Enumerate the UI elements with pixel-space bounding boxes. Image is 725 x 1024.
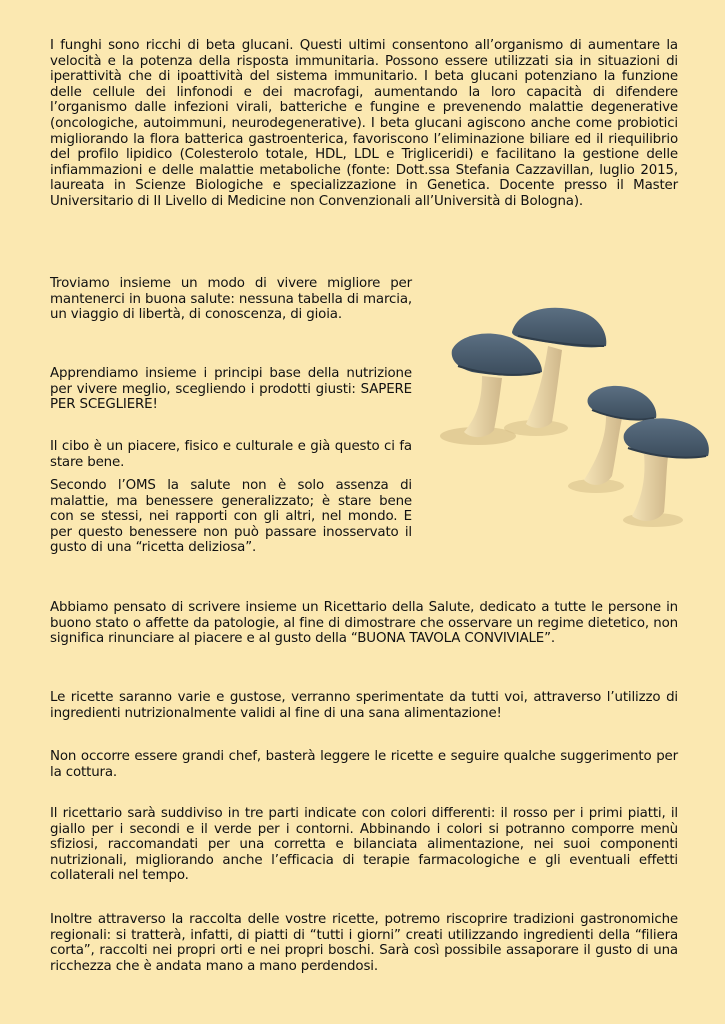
paragraph-ricette: Le ricette saranno varie e gustose, verranno sperimentate da tutti voi, attraverso l’utilizzo di ingredienti nutrizionalmente validi al fine di una sana alimentazione! bbox=[50, 690, 678, 721]
mushroom-icon bbox=[624, 418, 709, 521]
paragraph-ricettario: Abbiamo pensato di scrivere insieme un Ricettario della Salute, dedicato a tutte le persone in buono stato o affette da patologie, al fine di dimostrare che osservare un regime dietetico, non significa rinunciare al piacere e al gusto della “BUONA TAVOLA CONVIVIALE”. bbox=[50, 600, 678, 647]
paragraph-suddiviso: Il ricettario sarà suddiviso in tre parti indicate con colori differenti: il rosso per i primi piatti, il giallo per i secondi e il verde per i contorni. Abbinando i colori si potranno comporre menù sfiziosi, raccomandati per una corretta e bilanciata alimentazione, nei suoi componenti nutrizionali, migliorando anche l’efficacia di terapie farmacologiche e gli eventuali effetti collaterali nel tempo. bbox=[50, 806, 678, 884]
mushrooms-illustration bbox=[438, 298, 713, 528]
paragraph-chef: Non occorre essere grandi chef, basterà leggere le ricette e seguire qualche suggerimento per la cottura. bbox=[50, 749, 678, 780]
paragraph-intro: I funghi sono ricchi di beta glucani. Questi ultimi consentono all’organismo di aumentare la velocità e la potenza della risposta immunitaria. Possono essere utilizzati sia in situazioni di iperattività che di ipoattività del sistema immunitario. I beta glucani potenziano la funzione delle cellule dei linfonodi e dei macrofagi, aumentando la loro capacità di difendere l’organismo dalle infezioni virali, batteriche e fungine e prevenendo malattie degenerative (oncologiche, autoimmuni, neurodegenerative). I beta glucani agiscono anche come probiotici migliorando la flora batterica gastroenterica, favoriscono l’eliminazione biliare ed il riequilibrio del profilo lipidico (Colesterolo totale, HDL, LDL e Trigliceridi) e facilitano la gestione delle infiammazioni e delle malattie metaboliche (fonte: Dott.ssa Stefania Cazzavillan, luglio 2015, laureata in Scienze Biologiche e specializzazione in Genetica. Docente presso il Master Universitario di II Livello di Medicine non Convenzionali all’Università di Bologna). bbox=[50, 38, 678, 209]
paragraph-raccolta: Inoltre attraverso la raccolta delle vostre ricette, potremo riscoprire tradizioni gastronomiche regionali: si tratterà, infatti, di piatti di “tutti i giorni” creati utilizzando ingredienti della “filiera corta”, raccolti nei propri orti e nei propri boschi. Sarà così possibile assaporare il gusto di una ricchezza che è andata mano a mano perdendosi. bbox=[50, 912, 678, 974]
paragraph-cibo: Il cibo è un piacere, fisico e culturale e già questo ci fa stare bene. bbox=[50, 439, 412, 470]
paragraph-apprendiamo: Apprendiamo insieme i principi base della nutrizione per vivere meglio, scegliendo i prodotti giusti: SAPERE PER SCEGLIERE! bbox=[50, 366, 412, 413]
paragraph-troviamo: Troviamo insieme un modo di vivere migliore per mantenerci in buona salute: nessuna tabella di marcia, un viaggio di libertà, di conoscenza, di gioia. bbox=[50, 276, 412, 323]
paragraph-oms: Secondo l’OMS la salute non è solo assenza di malattie, ma benessere generalizzato; è stare bene con se stessi, nei rapporti con gli altri, nel mondo. E per questo benessere non può passare inosservato il gusto di una “ricetta deliziosa”. bbox=[50, 478, 412, 556]
